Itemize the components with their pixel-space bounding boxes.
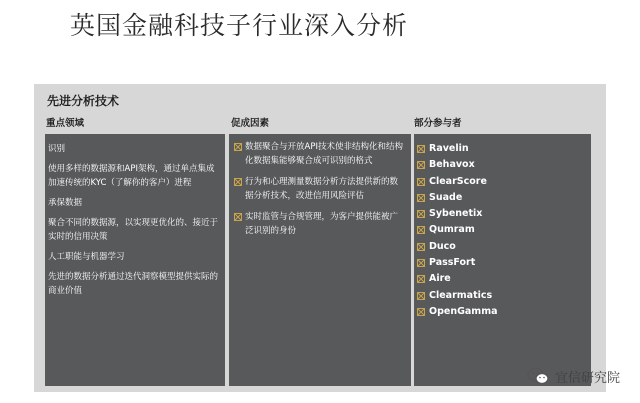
enabler-text: 行为和心理测量数据分析方法提供新的数据分析技术，改进信用风险评估 xyxy=(245,177,399,201)
page-title: 英国金融科技子行业深入分析 xyxy=(70,11,409,40)
participant-name: ClearScore xyxy=(429,175,487,187)
checkbox-icon xyxy=(234,143,242,151)
analysis-panel xyxy=(34,84,606,392)
checkbox-icon xyxy=(417,194,425,202)
enabler-item xyxy=(234,140,405,168)
participant-item xyxy=(417,271,587,287)
enabler-item xyxy=(234,175,405,203)
participant-item xyxy=(417,222,587,238)
column-header-enablers: 促成因素 xyxy=(231,118,270,129)
focus-area-heading: 承保数据 xyxy=(48,198,83,208)
participant-name: Behavox xyxy=(429,159,475,171)
participant-item xyxy=(417,255,587,271)
participant-name: Suade xyxy=(429,191,463,203)
focus-areas-box xyxy=(45,134,225,386)
checkbox-icon xyxy=(417,243,425,251)
checkbox-icon xyxy=(417,259,425,267)
participant-name: Qumram xyxy=(429,224,475,236)
participant-item xyxy=(417,288,587,304)
participant-name: Ravelin xyxy=(429,143,469,154)
participant-item xyxy=(417,239,587,255)
participant-item xyxy=(417,174,587,190)
focus-area-description: 使用多样的数据源和API架构，通过单点集成加速传统的KYC（了解你的客户）进程 xyxy=(48,164,215,188)
participant-name: Aire xyxy=(429,273,451,285)
checkbox-icon xyxy=(417,308,425,316)
focus-area-description: 先进的数据分析通过迭代洞察模型提供实际的商业价值 xyxy=(48,272,219,296)
checkbox-icon xyxy=(417,210,425,218)
column-header-focus-areas: 重点领域 xyxy=(46,118,85,129)
column-header-participants: 部分参与者 xyxy=(414,118,462,129)
participants-box xyxy=(414,134,591,386)
watermark-text: 宜信研究院 xyxy=(554,370,620,386)
checkbox-icon xyxy=(417,226,425,234)
participant-name: Clearmatics xyxy=(429,289,493,301)
checkbox-icon xyxy=(417,292,425,300)
participant-name: OpenGamma xyxy=(429,305,498,317)
participant-item xyxy=(417,141,587,157)
checkbox-icon xyxy=(417,161,425,169)
enabler-text: 数据聚合与开放API技术使非结构化和结构化数据集能够聚合成可识别的格式 xyxy=(245,142,403,166)
watermark xyxy=(527,365,620,387)
enabler-item xyxy=(234,210,405,238)
focus-area-description: 聚合不同的数据源，以实现更优化的、接近于实时的信用决策 xyxy=(48,218,219,242)
participant-item xyxy=(417,157,587,173)
focus-area-heading: 人工职能与机器学习 xyxy=(48,252,125,262)
checkbox-icon xyxy=(417,145,425,153)
checkbox-icon xyxy=(417,178,425,186)
checkbox-icon xyxy=(234,213,242,221)
participant-name: Duco xyxy=(429,240,456,252)
participant-item xyxy=(417,206,587,222)
enabler-text: 实时监管与合规管理，为客户提供能被广泛识别的身份 xyxy=(245,212,399,236)
participant-item xyxy=(417,304,587,320)
focus-area-heading: 识别 xyxy=(48,144,66,154)
wechat-icon xyxy=(527,367,549,385)
participant-item xyxy=(417,190,587,206)
participant-name: PassFort xyxy=(429,257,476,269)
panel-title: 先进分析技术 xyxy=(47,94,120,108)
enablers-box xyxy=(229,134,411,386)
checkbox-icon xyxy=(234,178,242,186)
checkbox-icon xyxy=(417,275,425,283)
participant-name: Sybenetix xyxy=(429,208,483,220)
participants-list xyxy=(414,134,591,320)
